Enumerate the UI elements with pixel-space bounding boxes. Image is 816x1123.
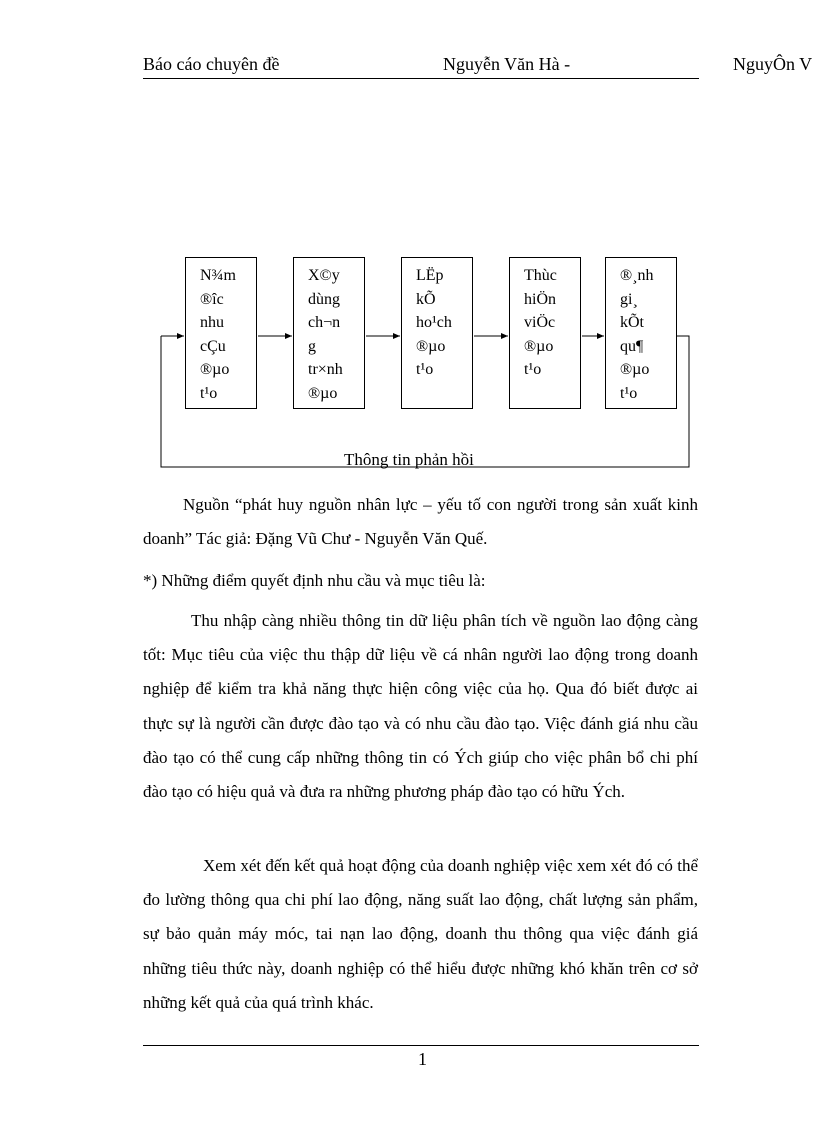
box-3-line: ®µo <box>416 337 446 355</box>
box-3-line: kÕ <box>416 290 436 308</box>
page-number: 1 <box>418 1049 427 1069</box>
box-4-line: t¹o <box>524 361 542 378</box>
box-2-line: ®µo <box>308 384 338 402</box>
box-5-line: kÕt <box>620 314 644 331</box>
box-4-line: viÖc <box>524 314 556 331</box>
body-paragraph-1: Thu nhập càng nhiều thông tin dữ liệu phân tích về nguồn lao động càng tốt: Mục tiêu của việc thu thập dữ liệu về cá nhân người lao động trong doanh nghiệp để kiểm tra khả năng thực hiện công việc của họ. Qua đó biết được ai thực sự là người cần được đào tạo và có nhu cầu đào tạo. Việc đánh giá nhu cầu đào tạo có thể cung cấp những thông tin có Ých giúp cho việc phân bổ chi phí đào tạo có hiệu quả và đưa ra những phương pháp đào tạo có hữu Ých. <box>143 611 698 802</box>
box-3-line: ho¹ch <box>416 314 452 331</box>
header-author: Nguyễn Văn Hà - <box>443 54 571 74</box>
box-1-line: ®µo <box>200 361 230 378</box>
footer-rule <box>143 1045 699 1046</box>
step-box-1 <box>185 257 257 409</box>
box-2-line: ch¬n <box>308 314 341 331</box>
box-3-line: LËp <box>416 267 444 284</box>
header-report-title: Báo cáo chuyên đề <box>143 54 280 74</box>
section-heading: *) Những điểm quyết định nhu cầu và mục tiêu là: <box>143 571 486 590</box>
header-author-garbled: NguyÔn V <box>733 54 813 74</box>
feedback-label: Thông tin phản hồi <box>344 450 474 469</box>
box-5-line: t¹o <box>620 384 638 402</box>
box-1-line: nhu <box>200 314 224 331</box>
box-1-line: N¾m <box>200 267 236 284</box>
box-4-line: ®µo <box>524 337 554 355</box>
step-box-3 <box>401 257 473 409</box>
box-4-line: Thùc <box>524 267 557 284</box>
box-1-line: t¹o <box>200 384 218 402</box>
box-5-line: qu¶ <box>620 337 644 355</box>
step-box-2 <box>293 257 365 409</box>
box-5-line: ®¸nh <box>620 267 654 284</box>
source-citation: Nguồn “phát huy nguồn nhân lực – yếu tố con người trong sản xuất kinh doanh” Tác giả: Đặng Vũ Chư - Nguyễn Văn Quế. <box>143 495 698 549</box>
box-2-line: dùng <box>308 290 340 308</box>
step-box-5 <box>605 257 677 409</box>
step-box-4 <box>509 257 581 409</box>
body-paragraph-2: Xem xét đến kết quả hoạt động của doanh nghiệp việc xem xét đó có thể đo lường thông qua chi phí lao động, năng suất lao động, chất lượng sản phẩm, sự bảo quản máy móc, tai nạn lao động, doanh thu thông qua việc đánh giá những tiêu thức này, doanh nghiệp có thể hiểu được những khó khăn trên cơ sở những kết quả của quá trình khác. <box>143 856 698 1012</box>
box-1-line: cÇu <box>200 337 226 355</box>
box-2-line: X©y <box>308 267 340 284</box>
box-1-line: ®îc <box>200 290 224 308</box>
box-2-line: tr×nh <box>308 361 343 378</box>
box-5-line: ®µo <box>620 361 650 378</box>
box-2-line: g <box>308 337 316 355</box>
box-4-line: hiÖn <box>524 290 556 308</box>
box-5-line: gi¸ <box>620 290 638 308</box>
box-3-line: t¹o <box>416 361 434 378</box>
